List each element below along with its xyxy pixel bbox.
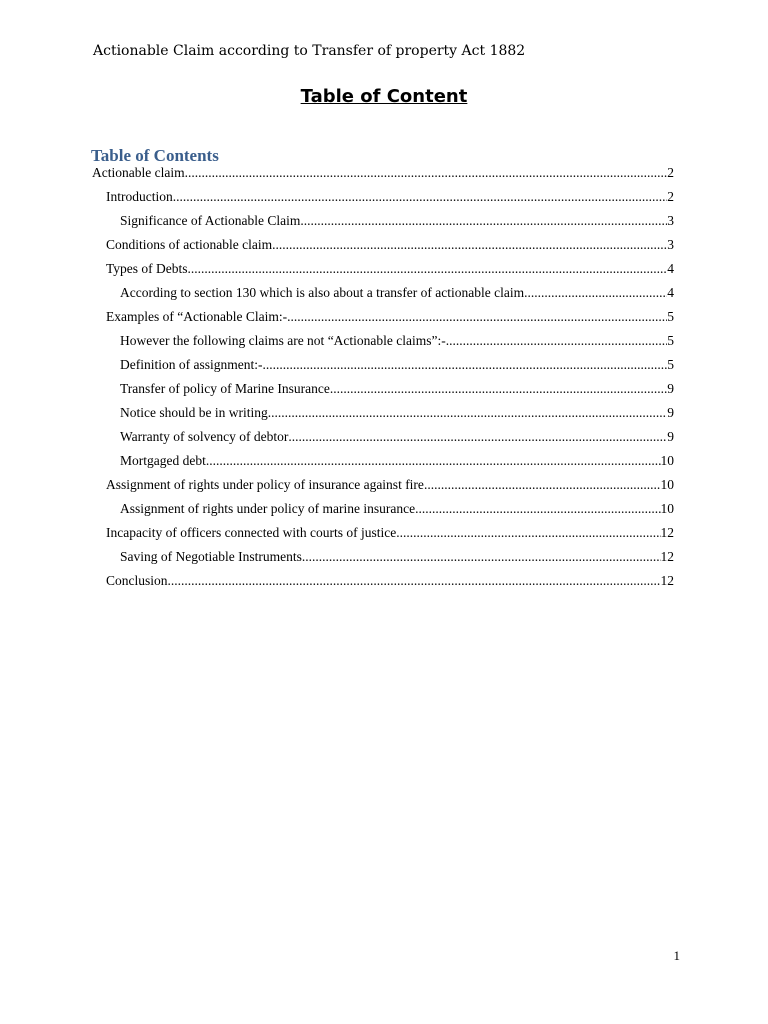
toc-entry-page: 2 <box>667 165 674 180</box>
toc-entry-page: 3 <box>667 213 674 228</box>
toc-entry[interactable] <box>120 405 674 425</box>
toc-dot-leader <box>188 261 668 277</box>
toc-entry-title: Notice should be in writing <box>120 405 268 420</box>
toc-entry-page: 9 <box>667 429 674 444</box>
toc-entry-page: 12 <box>660 525 674 540</box>
toc-dot-leader <box>268 405 668 421</box>
toc-entry-page: 12 <box>660 549 674 564</box>
toc-entry[interactable] <box>120 333 674 353</box>
toc-entry-title: Definition of assignment:- <box>120 357 263 372</box>
toc-dot-leader <box>288 429 667 445</box>
toc-entry[interactable] <box>120 549 674 569</box>
document-title <box>0 86 768 107</box>
toc-entry-page: 5 <box>667 333 674 348</box>
toc-dot-leader <box>287 309 667 325</box>
toc-dot-leader <box>330 381 667 397</box>
toc-heading: Table of Contents <box>91 146 219 165</box>
toc-dot-leader <box>173 189 668 205</box>
toc-entry[interactable] <box>120 501 674 521</box>
toc-entry[interactable] <box>106 309 674 329</box>
toc-entry[interactable] <box>92 165 674 185</box>
toc-entry-title: Conclusion <box>106 573 168 588</box>
document-title-text: Table of Content <box>300 86 468 107</box>
toc-entry[interactable] <box>120 285 674 305</box>
toc-entry-title: Examples of “Actionable Claim:- <box>106 309 288 324</box>
toc-entry-title: Assignment of rights under policy of insurance against fire <box>106 477 424 492</box>
page-header: Actionable Claim according to Transfer of property Act 1882 <box>93 43 526 59</box>
toc-entry[interactable] <box>106 261 674 281</box>
toc-entry-title: According to section 130 which is also about a transfer of actionable claim <box>120 285 525 300</box>
toc-entry-title: Warranty of solvency of debtor <box>120 429 289 444</box>
toc-entry-title: Conditions of actionable claim <box>106 237 273 252</box>
toc-entry[interactable] <box>106 237 674 257</box>
toc-dot-leader <box>272 237 667 253</box>
toc-entry-page: 12 <box>660 573 674 588</box>
toc-entry[interactable] <box>106 573 674 593</box>
toc-dot-leader <box>396 525 660 541</box>
toc-entry[interactable] <box>120 357 674 377</box>
toc-entry-page: 3 <box>667 237 674 252</box>
toc-dot-leader <box>446 333 667 349</box>
toc-entry-title: Assignment of rights under policy of marine insurance <box>120 501 416 516</box>
toc-entry[interactable] <box>106 189 674 209</box>
toc-entry-title: Significance of Actionable Claim <box>120 213 301 228</box>
toc-entry-page: 9 <box>667 381 674 396</box>
toc-dot-leader <box>168 573 661 589</box>
toc-entry-page: 2 <box>667 189 674 204</box>
toc-entry-title: Incapacity of officers connected with courts of justice <box>106 525 397 540</box>
toc-dot-leader <box>524 285 667 301</box>
toc-entry[interactable] <box>106 477 674 497</box>
toc-entry-title: Mortgaged debt <box>120 453 206 468</box>
toc-dot-leader <box>302 549 661 565</box>
toc-entry[interactable] <box>120 429 674 449</box>
toc-entry-page: 5 <box>667 309 674 324</box>
toc-entry-page: 10 <box>660 477 674 492</box>
toc-entry[interactable] <box>120 453 674 473</box>
toc-entry-page: 9 <box>667 405 674 420</box>
toc-entry-page: 10 <box>660 501 674 516</box>
toc-dot-leader <box>300 213 667 229</box>
toc-entry-title: Transfer of policy of Marine Insurance <box>120 381 330 396</box>
toc-entry-title: Saving of Negotiable Instruments <box>120 549 302 564</box>
toc-dot-leader <box>206 453 661 469</box>
toc-entry-title: Types of Debts <box>106 261 188 276</box>
toc-entry-title: Introduction <box>106 189 173 204</box>
toc-dot-leader <box>415 501 660 517</box>
page-number: 1 <box>673 948 680 963</box>
toc-entry[interactable] <box>120 213 674 233</box>
toc-entry-title: Actionable claim <box>92 165 185 180</box>
toc-entry[interactable] <box>106 525 674 545</box>
toc-dot-leader <box>424 477 661 493</box>
toc-entry-page: 5 <box>667 357 674 372</box>
toc-dot-leader <box>185 165 668 181</box>
toc-entry-page: 4 <box>667 261 674 276</box>
toc-entry-page: 4 <box>667 285 674 300</box>
toc-dot-leader <box>262 357 667 373</box>
toc-entry-page: 10 <box>660 453 674 468</box>
toc-entry-title: However the following claims are not “Actionable claims”:- <box>120 333 446 348</box>
toc-entry[interactable] <box>120 381 674 401</box>
